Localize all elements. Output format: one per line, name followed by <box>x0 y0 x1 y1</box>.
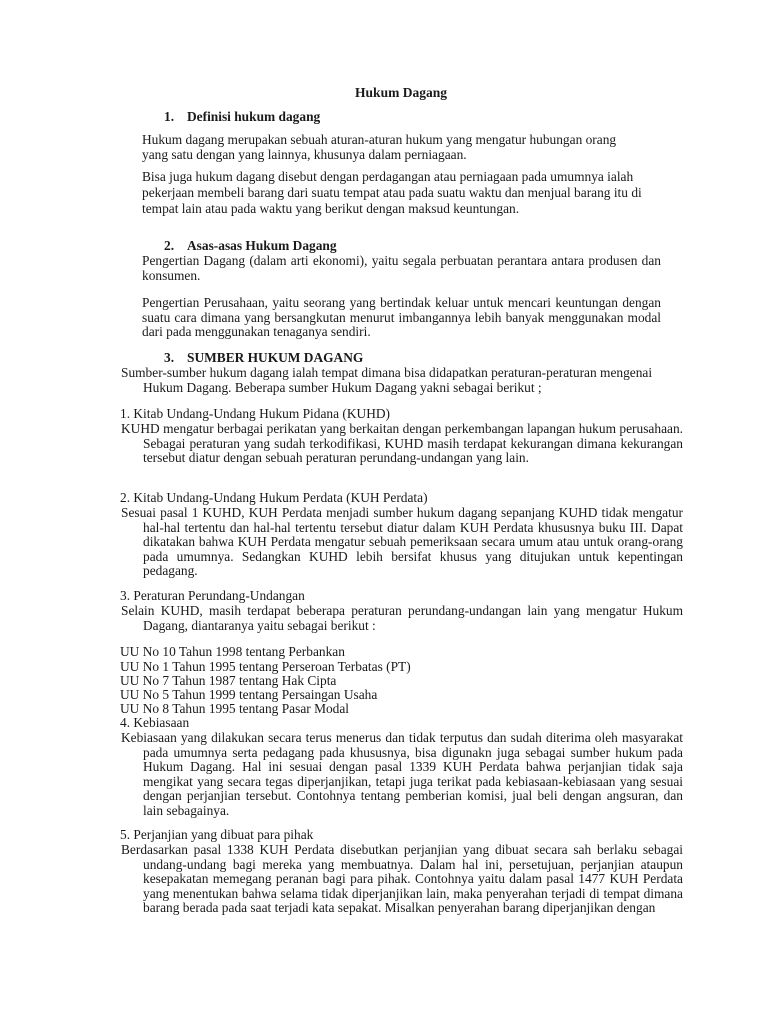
source-4-body: Kebiasaan yang dilakukan secara terus menerus dan tidak terputus dan sudah diterima oleh masyarakat pada umumnya serta pedagang pada khususnya, bisa digunakn juga sebagai sumber hukum pada Hukum Dagang. Hal ini sesuai dengan pasal 1339 KUH Perdata bahwa perjanjian tidak saja mengikat yang secara tegas diperjanjikan, tetapi juga terikat pada kebiasaan-kebiasaan yang sesuai dengan perjanjian tersebut. Contohnya tentang pemberian komisi, jual beli dengan angsuran, dan lain sebagainya. <box>121 730 683 818</box>
section-2-heading <box>164 239 337 254</box>
section-1-paragraph-1: Hukum dagang merupakan sebuah aturan-aturan hukum yang mengatur hubungan orang yang satu dengan yang lainnya, khusunya dalam perniagaan. <box>142 132 617 162</box>
uu-list-item: UU No 1 Tahun 1995 tentang Perseroan Terbatas (PT) <box>120 659 411 674</box>
uu-list-item: UU No 7 Tahun 1987 tentang Hak Cipta <box>120 673 337 688</box>
section-3-title: SUMBER HUKUM DAGANG <box>187 350 364 365</box>
source-5-body: Berdasarkan pasal 1338 KUH Perdata disebutkan perjanjian yang dibuat secara sah berlaku sebagai undang-undang bagi mereka yang membuatnya. Dalam hal ini, persetujuan, perjanjian ataupun kesepakatan memegang peranan bagi para pihak. Contohnya yaitu dalam pasal 1477 KUH Perdata yang menentukan bahwa selama tidak diperjanjikan lain, maka penyerahan terjadi di tempat dimana barang berada pada saat terjadi kata sepakat. Misalkan penyerahan barang diperjanjikan dengan <box>121 842 683 916</box>
source-1-title: 1. Kitab Undang-Undang Hukum Pidana (KUHD) <box>120 406 390 421</box>
section-2-paragraph-2: Pengertian Perusahaan, yaitu seorang yang bertindak keluar untuk mencari keuntungan dengan suatu cara dimana yang bersangkutan menurut imbangannya lebih banyak menggunakan modal dari pada menggunakan tenaganya sendiri. <box>142 295 661 340</box>
source-3-body: Selain KUHD, masih terdapat beberapa peraturan perundang-undangan lain yang mengatur Hukum Dagang, diantaranya yaitu sebagai berikut : <box>121 603 683 633</box>
section-2-title: Asas-asas Hukum Dagang <box>187 238 337 253</box>
section-3-intro: Sumber-sumber hukum dagang ialah tempat dimana bisa didapatkan peraturan-peraturan mengenai Hukum Dagang. Beberapa sumber Hukum Dagang yakni sebagai berikut ; <box>121 365 653 395</box>
section-1-paragraph-2: Bisa juga hukum dagang disebut dengan perdagangan atau perniagaan pada umumnya ialah pekerjaan membeli barang dari suatu tempat atau pada suatu waktu dan menjual barang itu di tempat lain atau pada waktu yang berikut dengan maksud keuntungan. <box>142 169 642 216</box>
uu-list-item: UU No 8 Tahun 1995 tentang Pasar Modal <box>120 701 350 716</box>
section-1-heading <box>164 110 320 125</box>
section-1-title: Definisi hukum dagang <box>187 109 321 124</box>
section-3-number: 3. <box>164 350 175 365</box>
source-2-title: 2. Kitab Undang-Undang Hukum Perdata (KUH Perdata) <box>120 490 428 505</box>
source-2-body: Sesuai pasal 1 KUHD, KUH Perdata menjadi sumber hukum dagang sepanjang KUHD tidak mengatur hal-hal tertentu dan hal-hal tertentu tersebut diatur dalam KUH Perdata khususnya buku III. Dapat dikatakan bahwa KUH Perdata mengatur sebuah pemeriksaan secara umum atau untuk orang-orang pada umumnya. Sedangkan KUHD lebih bersifat khusus yang ditujukan untuk kepentingan pedagang. <box>121 505 683 579</box>
section-3-heading <box>164 351 363 366</box>
section-2-number: 2. <box>164 238 175 253</box>
source-3-title: 3. Peraturan Perundang-Undangan <box>120 588 305 603</box>
source-1-body: KUHD mengatur berbagai perikatan yang berkaitan dengan perkembangan lapangan hukum perusahaan. Sebagai peraturan yang sudah terkodifikasi, KUHD masih terdapat kekurangan dimana kekurangan tersebut diatur dengan sebuah peraturan perundang-undangan yang lain. <box>121 421 683 466</box>
document-title: Hukum Dagang <box>355 85 447 100</box>
source-5-title: 5. Perjanjian yang dibuat para pihak <box>120 827 314 842</box>
uu-list-item: UU No 5 Tahun 1999 tentang Persaingan Usaha <box>120 687 378 702</box>
section-1-number: 1. <box>164 109 175 124</box>
section-2-paragraph-1: Pengertian Dagang (dalam arti ekonomi), yaitu segala perbuatan perantara antara produsen dan konsumen. <box>142 253 661 283</box>
uu-list-item: UU No 10 Tahun 1998 tentang Perbankan <box>120 644 345 659</box>
source-4-title: 4. Kebiasaan <box>120 715 190 730</box>
